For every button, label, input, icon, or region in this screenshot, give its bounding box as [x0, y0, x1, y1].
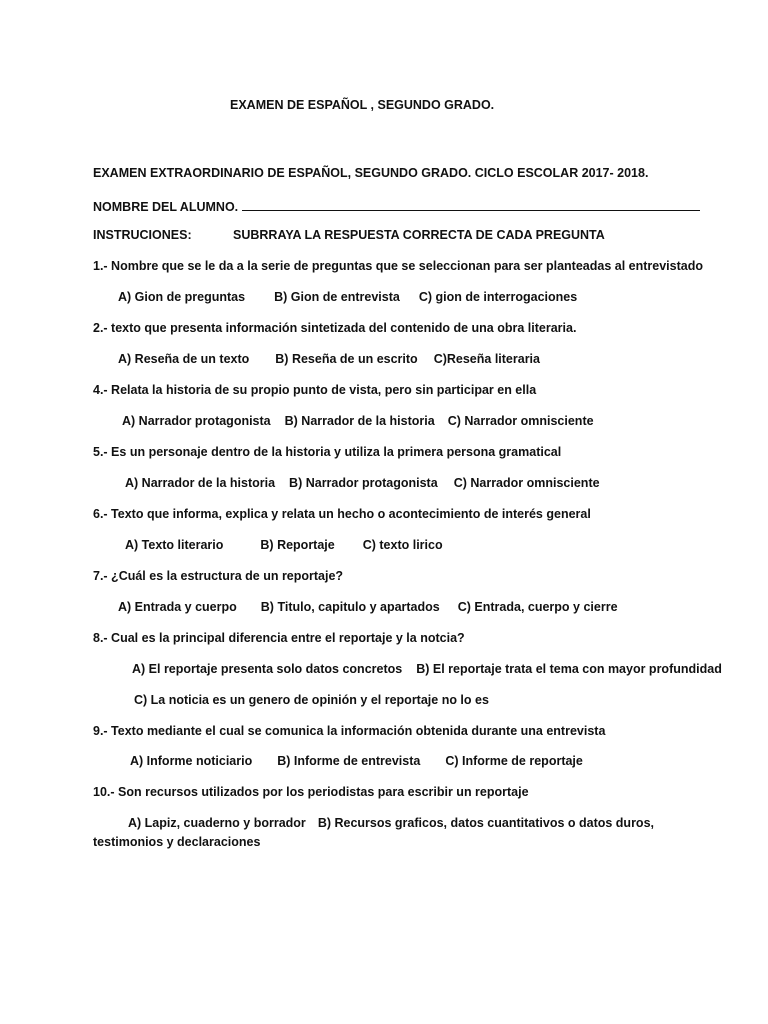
option-a: A) Lapiz, cuaderno y borrador — [128, 816, 306, 830]
student-name-label: NOMBRE DEL ALUMNO. — [93, 200, 239, 214]
question-10: 10.- Son recursos utilizados por los periodistas para escribir un reportaje — [93, 785, 529, 799]
option-c: C) Informe de reportaje — [445, 754, 583, 768]
option-b: B) Informe de entrevista — [277, 754, 421, 768]
option-b: B) Reseña de un escrito — [275, 352, 418, 366]
option-a: A) Texto literario — [125, 538, 224, 552]
student-name-row — [93, 198, 700, 215]
option-c: C) La noticia es un genero de opinión y el reportaje no lo es — [134, 693, 489, 707]
question-8-options-row1 — [132, 661, 722, 677]
option-c: C)Reseña literaria — [433, 352, 540, 366]
option-b: B) Reportaje — [260, 538, 335, 552]
option-c: C) Narrador omnisciente — [447, 414, 594, 428]
option-b: B) Narrador protagonista — [289, 476, 438, 490]
question-4: 4.- Relata la historia de su propio punto de vista, pero sin participar en ella — [93, 383, 537, 397]
option-b: B) El reportaje trata el tema con mayor profundidad — [416, 662, 722, 676]
question-1-options — [118, 289, 577, 305]
question-5-options — [125, 475, 600, 491]
question-6-options — [125, 537, 443, 553]
option-a: A) Informe noticiario — [130, 754, 253, 768]
question-9-options — [130, 753, 583, 769]
instructions-row — [93, 227, 605, 243]
option-c: C) Entrada, cuerpo y cierre — [457, 600, 618, 614]
option-b: B) Recursos graficos, datos cuantitativos o datos duros, testimonios y declaraciones — [93, 816, 654, 849]
instructions-label: INSTRUCIONES: — [93, 228, 192, 242]
option-a: A) Narrador protagonista — [122, 414, 271, 428]
question-6: 6.- Texto que informa, explica y relata un hecho o acontecimiento de interés general — [93, 507, 591, 521]
question-7-options — [118, 599, 618, 615]
question-8: 8.- Cual es la principal diferencia entre el reportaje y la notcia? — [93, 631, 465, 645]
question-10-options — [93, 814, 723, 852]
option-a: A) El reportaje presenta solo datos concretos — [132, 662, 403, 676]
question-4-options — [122, 413, 594, 429]
option-c: C) Narrador omnisciente — [453, 476, 600, 490]
page-title: EXAMEN DE ESPAÑOL , SEGUNDO GRADO. — [230, 98, 495, 112]
question-2: 2.- texto que presenta información sintetizada del contenido de una obra literaria. — [93, 321, 577, 335]
question-9: 9.- Texto mediante el cual se comunica la información obtenida durante una entrevista — [93, 724, 606, 738]
student-name-blank — [242, 198, 700, 211]
question-2-options — [118, 351, 540, 367]
option-c: C) gion de interrogaciones — [418, 290, 578, 304]
instructions-text: SUBRRAYA LA RESPUESTA CORRECTA DE CADA PREGUNTA — [233, 228, 605, 242]
option-b: B) Gion de entrevista — [274, 290, 400, 304]
option-b: B) Narrador de la historia — [284, 414, 435, 428]
option-b: B) Titulo, capitulo y apartados — [260, 600, 440, 614]
option-a: A) Gion de preguntas — [118, 290, 246, 304]
option-a: A) Narrador de la historia — [125, 476, 276, 490]
exam-subtitle: EXAMEN EXTRAORDINARIO DE ESPAÑOL, SEGUNDO GRADO. CICLO ESCOLAR 2017- 2018. — [93, 166, 649, 180]
question-7: 7.- ¿Cuál es la estructura de un reportaje? — [93, 569, 344, 583]
option-a: A) Entrada y cuerpo — [118, 600, 237, 614]
question-8-options-row2 — [134, 692, 489, 708]
option-c: C) texto lirico — [362, 538, 443, 552]
option-a: A) Reseña de un texto — [118, 352, 250, 366]
question-1: 1.- Nombre que se le da a la serie de preguntas que se seleccionan para ser planteadas al entrevistado — [93, 259, 703, 273]
question-5: 5.- Es un personaje dentro de la historia y utiliza la primera persona gramatical — [93, 445, 562, 459]
